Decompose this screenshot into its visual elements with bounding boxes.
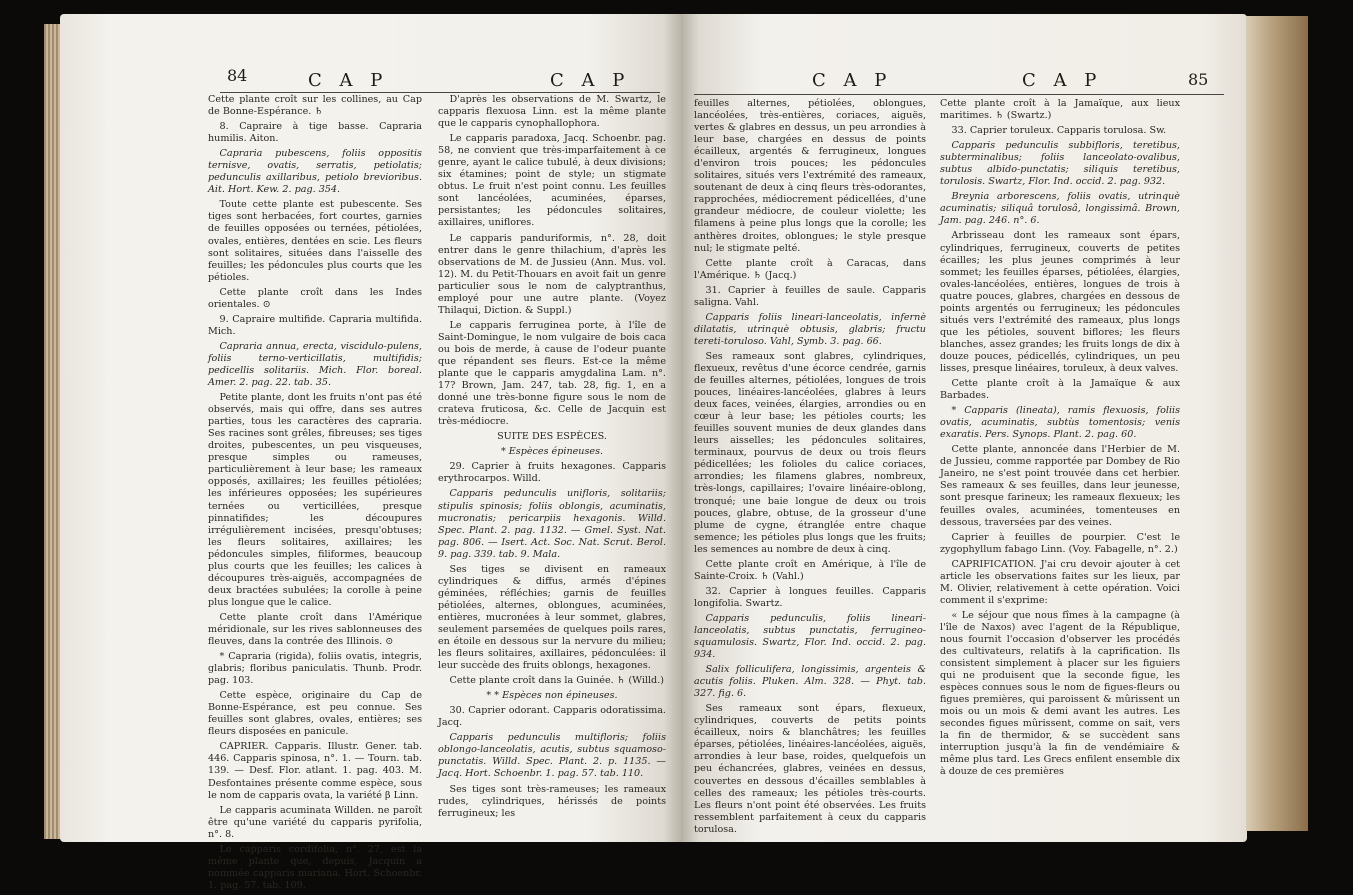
left-column-2 <box>438 94 666 823</box>
paragraph: Caprier à feuilles de pourpier. C'est le zygophyllum fabago Linn. (Voy. Fabagelle, n°. 2.) <box>940 531 1180 555</box>
running-head-left-col2: C A P <box>550 70 631 91</box>
paragraph: Capraria pubescens, foliis oppositis ternisve, ovatis, serratis, petiolatis; pedunculis axillaribus, petiolo brevioribus. Ait. Hort. Kew. 2. pag. 354. <box>208 148 422 196</box>
paragraph: Cette plante croît à la Jamaïque, aux lieux maritimes. ♄ (Swartz.) <box>940 98 1180 122</box>
running-head-right-col2: C A P <box>1022 70 1103 91</box>
paragraph: Cette espèce, originaire du Cap de Bonne-Espérance, est peu connue. Ses feuilles sont glabres, ovales, entières; ses fleurs disposées en panicule. <box>208 690 422 738</box>
paragraph: Ses tiges sont très-rameuses; les rameaux rudes, cylindriques, hérissés de points ferrugineux; les <box>438 783 666 819</box>
running-head-left-col1: C A P <box>308 70 389 91</box>
paragraph: Capparis pedunculis, foliis lineari-lanceolatis, subtus punctatis, ferrugineo-squamulosis. Swartz, Flor. Ind. occid. 2. pag. 934. <box>694 612 926 661</box>
right-book-cover-edge <box>1246 16 1308 831</box>
paragraph: Ses rameaux sont glabres, cylindriques, flexueux, revêtus d'une écorce cendrée, garnis de feuilles alternes, pétiolées, longues de trois pouces, linéaires-lancéolées, glabres à leurs deux faces, veinées, élargies, arrondies ou en cœur à leur base; les pétioles courts; les feuilles souvent munies de deux glandes dans leurs aisselles; les pédoncules solitaires, terminaux, pourvus de deux ou trois fleurs pédicellées; les folioles du calice coriaces, arrondies; les filamens glabres, nombreux, très-longs, capillaires; l'ovaire linéaire-oblong, tronqué; une baie longue de deux ou trois pouces, glabre, obtuse, de la grosseur d'une plume de cygne, étranglée entre chaque semence; les pétioles plus longs que les fruits; les semences au nombre de deux à cinq. <box>694 350 926 555</box>
paragraph: Cette plante croît dans les Indes orientales. ⊙ <box>208 286 422 310</box>
paragraph: Breynia arborescens, foliis ovatis, utrinquè acuminatis; siliquâ torulosâ, longissimâ. Brown, Jam. pag. 246. n°. 6. <box>940 191 1180 227</box>
left-page <box>60 14 682 891</box>
paragraph: * Capparis (lineata), ramis flexuosis, foliis ovatis, acuminatis, subtùs tomentosis; venis exaratis. Pers. Synops. Plant. 2. pag. 60. <box>940 405 1180 441</box>
paragraph: Cette plante croît sur les collines, au Cap de Bonne-Espérance. ♄ <box>208 94 422 118</box>
paragraph: Toute cette plante est pubescente. Ses tiges sont herbacées, fort courtes, garnies de feuilles opposées ou ternées, pétiolées, ovales, entières, dentées en scie. Les fleurs sont solitaires, situées dans l'aisselle des feuilles; les pédoncules plus courts que les pétioles. <box>208 199 422 283</box>
paragraph: Ses rameaux sont épars, flexueux, cylindriques, couverts de petits points écailleux, noirs & blanchâtres; les feuilles éparses, pétiolées, linéaires-lancéolées, aiguës, arrondies à leur base, roides, quelquefois un peu échancrées, glabres, veinées en dessus, couvertes en dessous d'écailles semblables à celles des rameaux; les pétioles très-courts. Les fleurs n'ont point été observées. Les fruits ressemblent parfaitement à ceux du capparis torulosa. <box>694 703 926 835</box>
paragraph: Petite plante, dont les fruits n'ont pas été observés, mais qui offre, dans ses autres parties, tous les caractères des capraria. Ses racines sont grêles, fibreuses; ses tiges droites, pubescentes, un peu visqueuses, presque simples ou rameuses, particulièrement à leur base; les rameaux opposés, axillaires; les feuilles pétiolées; les inférieures opposées; les supérieures ternées ou verticillées, presque pinnatifides; les découpures irrégulièrement incisées, presqu'obtuses; les fleurs solitaires, axillaires; les pédoncules simples, filiformes, beaucoup plus courts que les feuilles; les calices à découpures très-aiguës, accompagnées de deux bractées subulées; la corolle à peine plus longue que le calice. <box>208 392 422 608</box>
paragraph: Cette plante, annoncée dans l'Herbier de M. de Jussieu, comme rapportée par Dombey de Rio Janeiro, ne s'est point trouvée dans cet herbier. Ses rameaux & ses feuilles, dans leur jeunesse, sont presque farineux; les rameaux flexueux; les feuilles ovales, acuminées, tomenteuses en dessous, traversées par des veines. <box>940 444 1180 528</box>
paragraph: Le capparis acuminata Willden. ne paroît être qu'une variété du capparis pyrifolia, n°. 8. <box>208 804 422 840</box>
paragraph: Cette plante croît dans la Guinée. ♄ (Willd.) <box>449 675 664 687</box>
paragraph: 8. Capraire à tige basse. Capraria humilis. Aiton. <box>208 121 422 145</box>
paragraph: * * Espèces non épineuses. <box>486 690 618 702</box>
right-column-2 <box>940 98 1180 782</box>
header-rule-right <box>694 94 1224 95</box>
paragraph: Cette plante croît à la Jamaïque & aux Barbades. <box>940 378 1180 402</box>
paragraph: SUITE DES ESPÈCES. <box>497 431 607 443</box>
paragraph: Cette plante croît à Caracas, dans l'Amérique. ♄ (Jacq.) <box>694 257 926 281</box>
paragraph: Capparis pedunculis subbifloris, teretibus, subterminalibus; foliis lanceolato-ovalibus, subtus albido-punctatis; siliquis teretibus, torulosis. Swartz, Flor. Ind. occid. 2. pag. 932. <box>940 140 1180 188</box>
header-rule-left <box>220 92 660 93</box>
paragraph: 31. Caprier à feuilles de saule. Capparis saligna. Vahl. <box>694 284 926 308</box>
paragraph: 9. Capraire multifide. Capraria multifida. Mich. <box>208 313 422 337</box>
paragraph: Capparis pedunculis multifloris; foliis oblongo-lanceolatis, acutis, subtus squamoso-punctatis. Willd. Spec. Plant. 2. p. 1135. — Jacq. Hort. Schoenbr. 1. pag. 57. tab. 110. <box>438 732 666 780</box>
paragraph: Capparis foliis lineari-lanceolatis, infernè dilatatis, utrinquè obtusis, glabris; fructu tereti-toruloso. Vahl, Symb. 3. pag. 66. <box>694 311 926 347</box>
right-column-1 <box>694 98 926 839</box>
paragraph: 32. Caprier à longues feuilles. Capparis longifolia. Swartz. <box>694 585 926 609</box>
paragraph: Le capparis ferruginea porte, à l'île de Saint-Domingue, le nom vulgaire de bois caca ou bois de merde, à cause de l'odeur puante que répandent ses fleurs. Est-ce la même plante que le capparis amygdalina Lam. n°. 17? Brown, Jam. 247, tab. 28, fig. 1, en a donné une très-bonne figure sous le nom de crateva fruticosa, &c. Celle de Jacquin est très-médiocre. <box>438 319 666 428</box>
right-page <box>682 14 1247 842</box>
paragraph: * Capraria (rigida), foliis ovatis, integris, glabris; floribus paniculatis. Thunb. Prodr. pag. 103. <box>208 651 422 687</box>
paragraph: Capraria annua, erecta, viscidulo-pulens, foliis terno-verticillatis, multifidis; pedicellis solitariis. Mich. Flor. boreal. Amer. 2. pag. 22. tab. 35. <box>208 340 422 389</box>
paragraph: Le capparis panduriformis, n°. 28, doit entrer dans le genre thilachium, d'après les observations de M. de Jussieu (Ann. Mus. vol. 12). M. du Petit-Thouars en avoit fait un genre particulier sous le nom de calyptranthus, employé pour une autre plante. (Voyez Thilaqui, Diction. & Suppl.) <box>438 232 666 316</box>
running-head-right-col1: C A P <box>812 70 893 91</box>
paragraph: Salix folliculifera, longissimis, argenteis & acutis foliis. Pluken. Alm. 328. — Phyt. tab. 327. fig. 6. <box>694 664 926 700</box>
paragraph: Le capparis cordifolia, n°. 27, est la même plante que, depuis, Jacquin a nommée capparis mariana. Hort. Schoenbr. 1. pag. 57. tab. 109. <box>208 843 422 891</box>
paragraph: Cette plante croît dans l'Amérique méridionale, sur les rives sablonneuses des fleuves, dans la contrée des Illinois. ⊙ <box>208 611 422 648</box>
paragraph: Cette plante croît en Amérique, à l'île de Sainte-Croix. ♄ (Vahl.) <box>694 558 926 582</box>
paragraph: Ses tiges se divisent en rameaux cylindriques & diffus, armés d'épines géminées, réfléchies; garnis de feuilles pétiolées, alternes, oblongues, acuminées, entières, mucronées à leur sommet, glabres, seulement parsemées de quelques poils rares, en étoile en dessous sur la nervure du milieu; les fleurs solitaires, axillaires, pédonculées: il leur succède des fruits oblongs, hexagones. <box>438 563 666 672</box>
paragraph: * Espèces épineuses. <box>500 446 604 458</box>
paragraph: D'après les observations de M. Swartz, le capparis flexuosa Linn. est la même plante que le capparis cynophallophora. <box>438 94 666 130</box>
paragraph: CAPRIFICATION. J'ai cru devoir ajouter à cet article les observations faites sur les lieux, par M. Olivier, relativement à cette opération. Voici comment il s'exprime: <box>940 558 1180 606</box>
paragraph: « Le séjour que nous fîmes à la campagne (à l'île de Naxos) avec l'agent de la République, nous fournit l'occasion d'observer les procédés des cultivateurs, relatifs à la caprification. Ils consistent simplement à placer sur les figuiers qui ne produisent que la seconde figue, les espèces connues sous le nom de figues-fleurs ou figues premières, qui paroissent & mûrissent un mois ou un mois & demi avant les autres. Les secondes figues mûrissent, comme on sait, vers la fin de thermidor, & se succèdent sans interruption jusqu'à la fin de vendémiaire & même plus tard. Les Grecs enfilent ensemble dix à douze de ces premières <box>940 609 1180 778</box>
paragraph: Arbrisseau dont les rameaux sont épars, cylindriques, ferrugineux, couverts de petites écailles; les plus jeunes comprimés à leur sommet; les feuilles éparses, pétiolées, élargies, ovales-lancéolées, entières, longues de trois à quatre pouces, glabres, chargées en dessous de points argentés ou ferrugineux; les pédoncules situés vers l'extrémité des rameaux, plus longs que les pétioles, souvent biflores; les fleurs blanches, assez grandes; les fruits longs de dix à douze pouces, pédicellés, cylindriques, un peu lisses, presque linéaires, toruleux, à deux valves. <box>940 230 1180 374</box>
paragraph: 33. Caprier toruleux. Capparis torulosa. Sw. <box>951 125 1167 137</box>
paragraph: feuilles alternes, pétiolées, oblongues, lancéolées, très-entières, coriaces, aiguës, vertes & glabres en dessus, un peu arrondies à leur base, chargées en dessus de points écailleux, argentés & ferrugineux, longues d'environ trois pouces; les pédoncules solitaires, situés vers l'extrémité des rameaux, soutenant de deux à cinq fleurs très-odorantes, rapprochées, médiocrement pédicellées, d'une grandeur médiocre, de couleur violette; les filamens à peine plus longs que la corolle; les anthères droites, oblongues; le style presque nul; le stigmate pelté. <box>694 98 926 254</box>
paragraph: CAPRIER. Capparis. Illustr. Gener. tab. 446. Capparis spinosa, n°. 1. — Tourn. tab. 139. — Desf. Flor. atlant. 1. pag. 403. M. Desfontaines présente comme espèce, sous le nom de capparis ovata, la variété β Linn. <box>208 741 422 801</box>
page-number-left: 84 <box>227 66 248 85</box>
paragraph: 30. Caprier odorant. Capparis odoratissima. Jacq. <box>438 705 666 729</box>
paragraph: Le capparis paradoxa, Jacq. Schoenbr. pag. 58, ne convient que très-imparfaitement à ce genre, ayant le calice tubulé, à deux divisions; six étamines; point de style; un stigmate obtus. Le fruit n'est point connu. Les feuilles sont lancéolées, acuminées, éparses, persistantes; les pédoncules solitaires, axillaires, uniflores. <box>438 133 666 229</box>
paragraph: Capparis pedunculis unifloris, solitariis; stipulis spinosis; foliis oblongis, acuminatis, mucronatis; pericarpiis hexagonis. Willd. Spec. Plant. 2. pag. 1132. — Gmel. Syst. Nat. pag. 806. — Isert. Act. Soc. Nat. Scrut. Berol. 9. pag. 339. tab. 9. Mala. <box>438 488 666 560</box>
left-column-1 <box>208 94 422 895</box>
page-number-right: 85 <box>1188 70 1209 89</box>
paragraph: 29. Caprier à fruits hexagones. Capparis erythrocarpos. Willd. <box>438 461 666 485</box>
